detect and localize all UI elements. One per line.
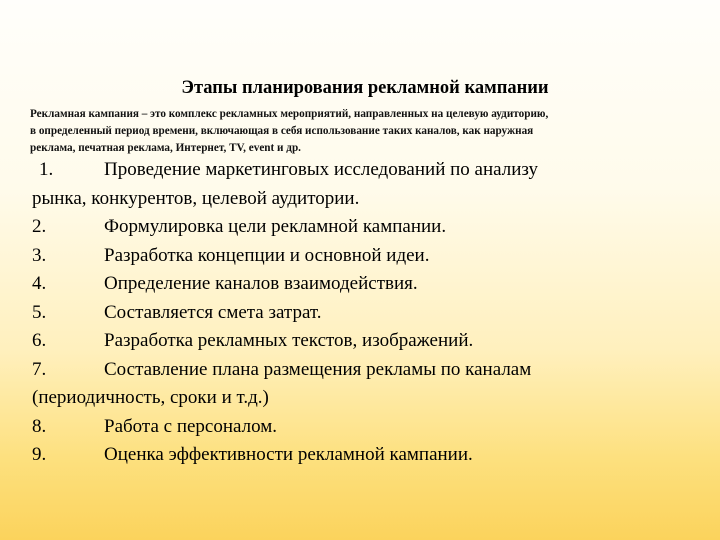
step-text: (периодичность, сроки и т.д.) (32, 387, 269, 408)
intro-line: в определенный период времени, включающая в себя использование таких каналов, как наружная (30, 125, 534, 137)
step-number: 1. (39, 159, 54, 180)
step-number: 6. (32, 330, 47, 351)
step-number: 2. (32, 216, 47, 237)
step-text: Разработка рекламных текстов, изображений. (104, 330, 474, 351)
step-text: рынка, конкурентов, целевой аудитории. (32, 187, 360, 209)
intro-line: реклама, печатная реклама, Интернет, TV, event и др. (30, 142, 301, 154)
steps-list (32, 156, 712, 470)
slide-title: Этапы планирования рекламной кампании (181, 78, 549, 98)
list-item (32, 299, 712, 328)
step-text: Разработка концепции и основной идеи. (104, 244, 430, 266)
step-text: Проведение маркетинговых исследований по анализу (104, 159, 538, 180)
step-text: Определение каналов взаимодействия. (104, 273, 418, 294)
intro-paragraph (30, 106, 710, 157)
intro-line: Рекламная кампания – это комплекс рекламных мероприятий, направленных на целевую аудиторию, (30, 108, 549, 120)
list-item (32, 270, 712, 299)
list-item (32, 242, 712, 271)
list-item (32, 213, 712, 242)
list-item (32, 356, 712, 385)
list-item-continuation (32, 384, 712, 413)
step-text: Формулировка цели рекламной кампании. (104, 216, 447, 237)
list-item (32, 327, 712, 356)
step-number: 9. (32, 444, 47, 465)
list-item (32, 441, 712, 470)
list-item (32, 156, 712, 185)
step-text: Составляется смета затрат. (104, 301, 322, 323)
step-number: 4. (32, 273, 47, 294)
step-text: Составление плана размещения рекламы по каналам (104, 358, 532, 380)
step-text: Работа с персоналом. (104, 415, 278, 437)
step-text: Оценка эффективности рекламной кампании. (104, 444, 473, 465)
step-number: 7. (32, 358, 47, 380)
list-item (32, 413, 712, 442)
step-number: 8. (32, 415, 47, 437)
step-number: 5. (32, 301, 47, 323)
list-item-continuation (32, 185, 712, 214)
step-number: 3. (32, 244, 47, 266)
